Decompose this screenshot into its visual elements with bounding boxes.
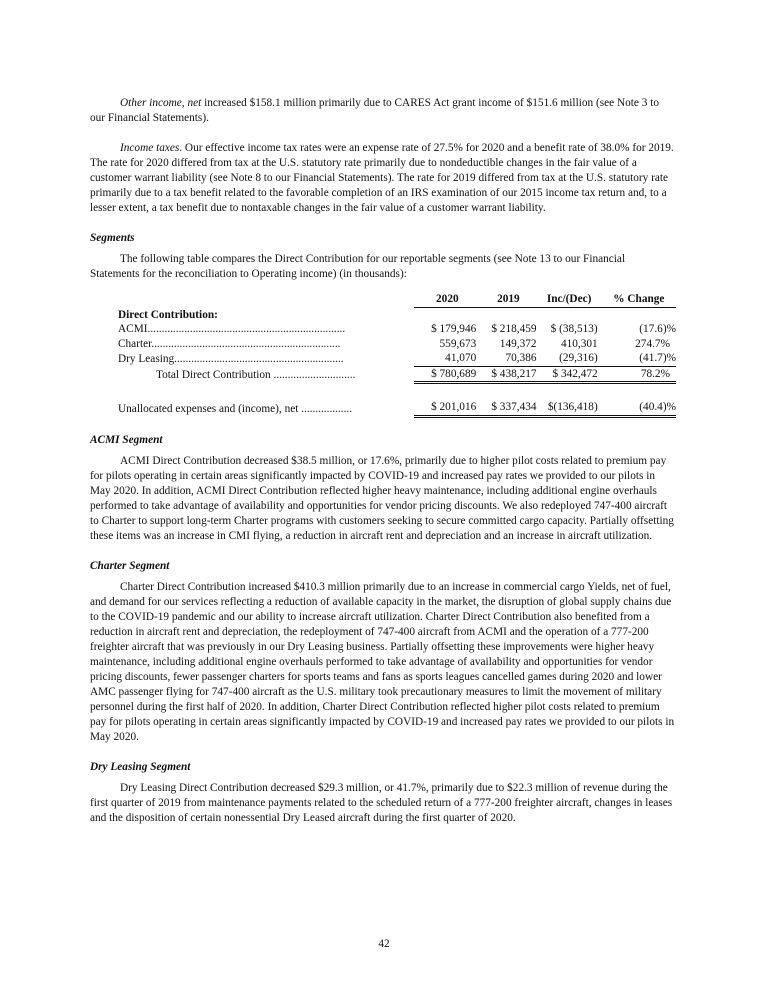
total-row — [118, 366, 676, 383]
document-page — [90, 96, 676, 826]
header-inc-dec: Inc/(Dec) — [537, 292, 598, 307]
table-row — [118, 351, 676, 366]
total-pct-change: 78.2% — [598, 366, 676, 383]
other-income-text: increased $158.1 million primarily due to CARES Act grant income of $151.6 million (see Note 3 to our Financial Statements). — [90, 97, 660, 124]
cell-inc-dec: $ (38,513) — [550, 323, 598, 335]
cell-pct-change: 274.7% — [635, 337, 670, 350]
total-2019: $ 438,217 — [476, 366, 536, 383]
cell-inc-dec: (29,316) — [537, 351, 598, 366]
acmi-segment-heading: ACMI Segment — [90, 433, 163, 446]
cell-pct-change: (41.7)% — [598, 351, 676, 366]
income-taxes-lead: Income taxes — [120, 142, 180, 154]
row-label-unallocated: Unallocated expenses and (income), net — [118, 402, 299, 415]
unallocated-2020: $ 201,016 — [414, 400, 476, 416]
header-2020: 2020 — [414, 292, 476, 307]
dot-leader: ............................................................ — [174, 352, 344, 365]
cell-2019: $ 218,459 — [491, 323, 537, 335]
table-header-row — [118, 292, 676, 307]
dot-leader: ...................................................................... — [147, 323, 346, 335]
total-2020: $ 780,689 — [414, 366, 476, 383]
cell-2019: 149,372 — [499, 337, 537, 350]
segments-heading: Segments — [90, 232, 135, 244]
dry-leasing-segment-text: Dry Leasing Direct Contribution decreased $29.3 million, or 41.7%, primarily due to $22.3 million of revenue during the first quarter of 2019 from maintenance payments related to the scheduled return of a 777-200 freighter aircraft, changes in leases and the disposition of certain nonessential Dry Leased aircraft during the first quarter of 2020. — [90, 781, 673, 824]
cell-inc-dec: 410,301 — [560, 337, 598, 350]
direct-contribution-label: Direct Contribution: — [118, 308, 218, 321]
income-taxes-paragraph — [90, 141, 676, 216]
cell-2020: 559,673 — [439, 337, 477, 350]
unallocated-row — [118, 400, 676, 416]
table-row — [118, 322, 676, 337]
header-2019: 2019 — [476, 292, 536, 307]
table-row — [118, 337, 676, 352]
dot-leader: .................. — [301, 402, 353, 415]
row-label-dry-leasing: Dry Leasing — [118, 352, 175, 365]
row-label-charter: Charter — [118, 337, 152, 350]
cell-2019: 70,386 — [476, 351, 536, 366]
cell-2020: $ 179,946 — [431, 323, 477, 335]
total-inc-dec: $ 342,472 — [537, 366, 598, 383]
charter-segment-text: Charter Direct Contribution increased $410.3 million primarily due to an increase in commercial cargo Yields, net of fuel, and demand for our services reflecting a reduction of available capacity in the market, the disruption of global supply chains due to the COVID-19 pandemic and our ability to increase aircraft utilization. Charter Direct Contribution also benefited from a reduction in aircraft rent and depreciation, the redeployment of 747-400 aircraft from ACMI and the operation of a 777-200 freighter aircraft that was previously in our Dry Leasing business. Partially offsetting these improvements were higher heavy maintenance, including additional engine overhauls performed to take advantage of availability and opportunities for vendor pricing discounts, fewer passenger charters for sports teams and fans as sports leagues cancelled games during 2020 and lower AMC passenger flying for 747-400 aircraft as the U.S. military took precautionary measures to limit the movement of military personnel during the first half of 2020. In addition, Charter Direct Contribution reflected higher pilot costs related to premium pay for pilots operating in certain areas significantly impacted by COVID-19 and increased pay rates we provided to our pilots in May 2020. — [90, 580, 675, 743]
acmi-segment-text: ACMI Direct Contribution decreased $38.5 million, or 17.6%, primarily due to higher pilot costs related to premium pay for pilots operating in certain areas significantly impacted by COVID-19 and increased pay rates we provided to our pilots in May 2020. In addition, ACMI Direct Contribution reflected higher heavy maintenance, including additional engine overhauls performed to take advantage of availability and opportunities for vendor pricing discounts. We also redeployed 747-400 aircraft to Charter to support long-term Charter programs with customers seeking to secure committed cargo capacity. Partially offsetting these items was an increase in CMI flying, a reduction in aircraft rent and depreciation and an increase in aircraft utilization. — [90, 454, 674, 542]
dry-leasing-segment-heading: Dry Leasing Segment — [90, 760, 191, 773]
other-income-lead: Other income, net — [120, 97, 202, 109]
other-income-paragraph — [90, 96, 676, 126]
dot-leader: ................................................................... — [151, 337, 341, 350]
section-label-row — [118, 307, 676, 322]
cell-2020: 41,070 — [414, 351, 476, 366]
row-label-acmi: ACMI — [118, 323, 148, 335]
segments-intro: The following table compares the Direct Contribution for our reportable segments (see Note 13 to our Financial Statements for the reconciliation to Operating income) (in thousands): — [90, 253, 626, 280]
row-label-total: Total Direct Contribution — [156, 369, 271, 381]
unallocated-2019: $ 337,434 — [476, 400, 536, 416]
unallocated-inc-dec: $(136,418) — [537, 400, 598, 416]
unallocated-pct-change: (40.4)% — [598, 400, 676, 416]
charter-segment-heading: Charter Segment — [90, 559, 170, 572]
header-pct-change: % Change — [598, 292, 676, 307]
direct-contribution-table — [118, 292, 676, 418]
income-taxes-text: . Our effective income tax rates were an expense rate of 27.5% for 2020 and a benefit rate of 38.0% for 2019. The rate for 2020 differed from tax at the U.S. statutory rate primarily due to nondeductible changes in the fair value of a customer warrant liability (see Note 8 to our Financial Statements). The rate for 2019 differed from tax at the U.S. statutory rate primarily due to a tax benefit related to the favorable completion of an IRS examination of our 2015 income tax return and, to a lesser extent, a tax benefit due to nontaxable changes in the fair value of a customer warrant liability. — [90, 142, 674, 214]
page-number: 42 — [378, 938, 390, 950]
dot-leader: ............................. — [273, 369, 356, 381]
cell-pct-change: (17.6)% — [639, 323, 676, 335]
